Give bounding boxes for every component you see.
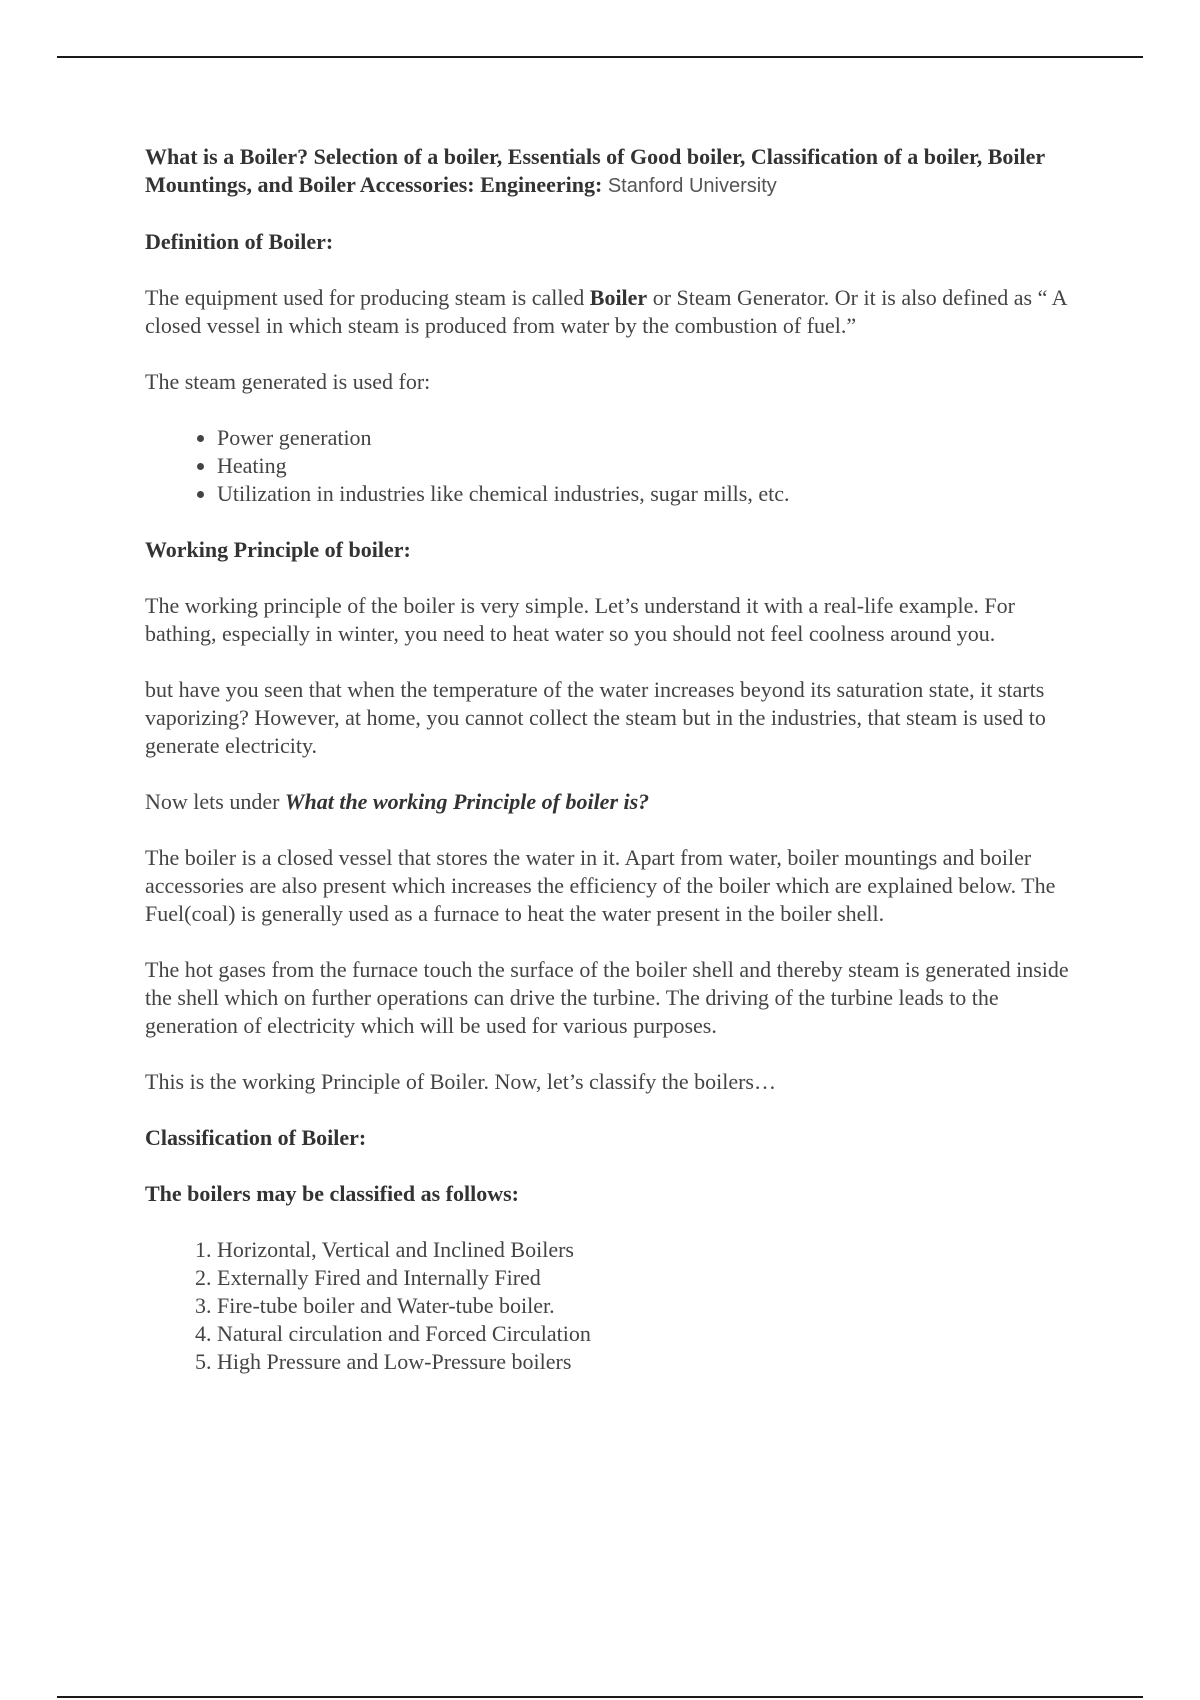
working-paragraph-5: The hot gases from the furnace touch the surface of the boiler shell and thereby steam is generated inside the shell which on further operations can drive the turbine. The driving of the turbine leads to the generation of electricity which will be used for various purposes. — [145, 957, 1069, 1038]
list-item: 1. Horizontal, Vertical and Inclined Boilers — [217, 1236, 1085, 1264]
list-item: 4. Natural circulation and Forced Circulation — [217, 1320, 1085, 1348]
list-item: 3. Fire-tube boiler and Water-tube boiler. — [217, 1292, 1085, 1320]
definition-paragraph — [145, 284, 1085, 340]
uses-list — [145, 424, 1085, 508]
list-item: • Power generation — [217, 424, 1085, 452]
working-paragraph-3 — [145, 788, 1085, 816]
list-item: • Utilization in industries like chemical industries, sugar mills, etc. — [217, 480, 1085, 508]
definition-heading: Definition of Boiler: — [145, 229, 334, 254]
working-lead: Now lets under — [145, 789, 285, 814]
working-question: What the working Principle of boiler is? — [284, 789, 650, 814]
working-paragraph-4: The boiler is a closed vessel that stores the water in it. Apart from water, boiler mountings and boiler accessories are also present which increases the efficiency of the boiler which are explained below. The Fuel(coal) is generally used as a furnace to heat the water present in the boiler shell. — [145, 845, 1056, 926]
classification-list — [145, 1236, 1085, 1376]
list-item: 5. High Pressure and Low-Pressure boilers — [217, 1348, 1085, 1376]
document-body — [145, 143, 1085, 1404]
definition-text-end: or Steam Generator. Or it is also defined as “ A closed vessel in which steam is produced from water by the combustion of fuel.” — [145, 285, 1067, 338]
uses-intro: The steam generated is used for: — [145, 369, 431, 394]
working-heading: Working Principle of boiler: — [145, 537, 411, 562]
bottom-rule — [57, 1696, 1143, 1698]
definition-text-start: The equipment used for producing steam is called — [145, 285, 590, 310]
list-item: 2. Externally Fired and Internally Fired — [217, 1264, 1085, 1292]
working-paragraph-6: This is the working Principle of Boiler. Now, let’s classify the boilers… — [145, 1069, 776, 1094]
working-paragraph-1: The working principle of the boiler is very simple. Let’s understand it with a real-life example. For bathing, especially in winter, you need to heat water so you should not feel coolness around you. — [145, 593, 1015, 646]
classification-heading: Classification of Boiler: — [145, 1125, 367, 1150]
list-item: • Heating — [217, 452, 1085, 480]
document-title — [145, 143, 1085, 200]
title-source: Stanford University — [607, 175, 777, 197]
definition-boiler-term: Boiler — [589, 285, 648, 310]
classification-subheading: The boilers may be classified as follows: — [145, 1181, 519, 1206]
top-rule — [57, 56, 1143, 58]
working-paragraph-2: but have you seen that when the temperature of the water increases beyond its saturation state, it starts vaporizing? However, at home, you cannot collect the steam but in the industries, that steam is used to generate electricity. — [145, 677, 1046, 758]
title-text: What is a Boiler? Selection of a boiler, Essentials of Good boiler, Classification of a boiler, Boiler Mountings, and Boiler Accessories: Engineering: — [145, 144, 1045, 197]
